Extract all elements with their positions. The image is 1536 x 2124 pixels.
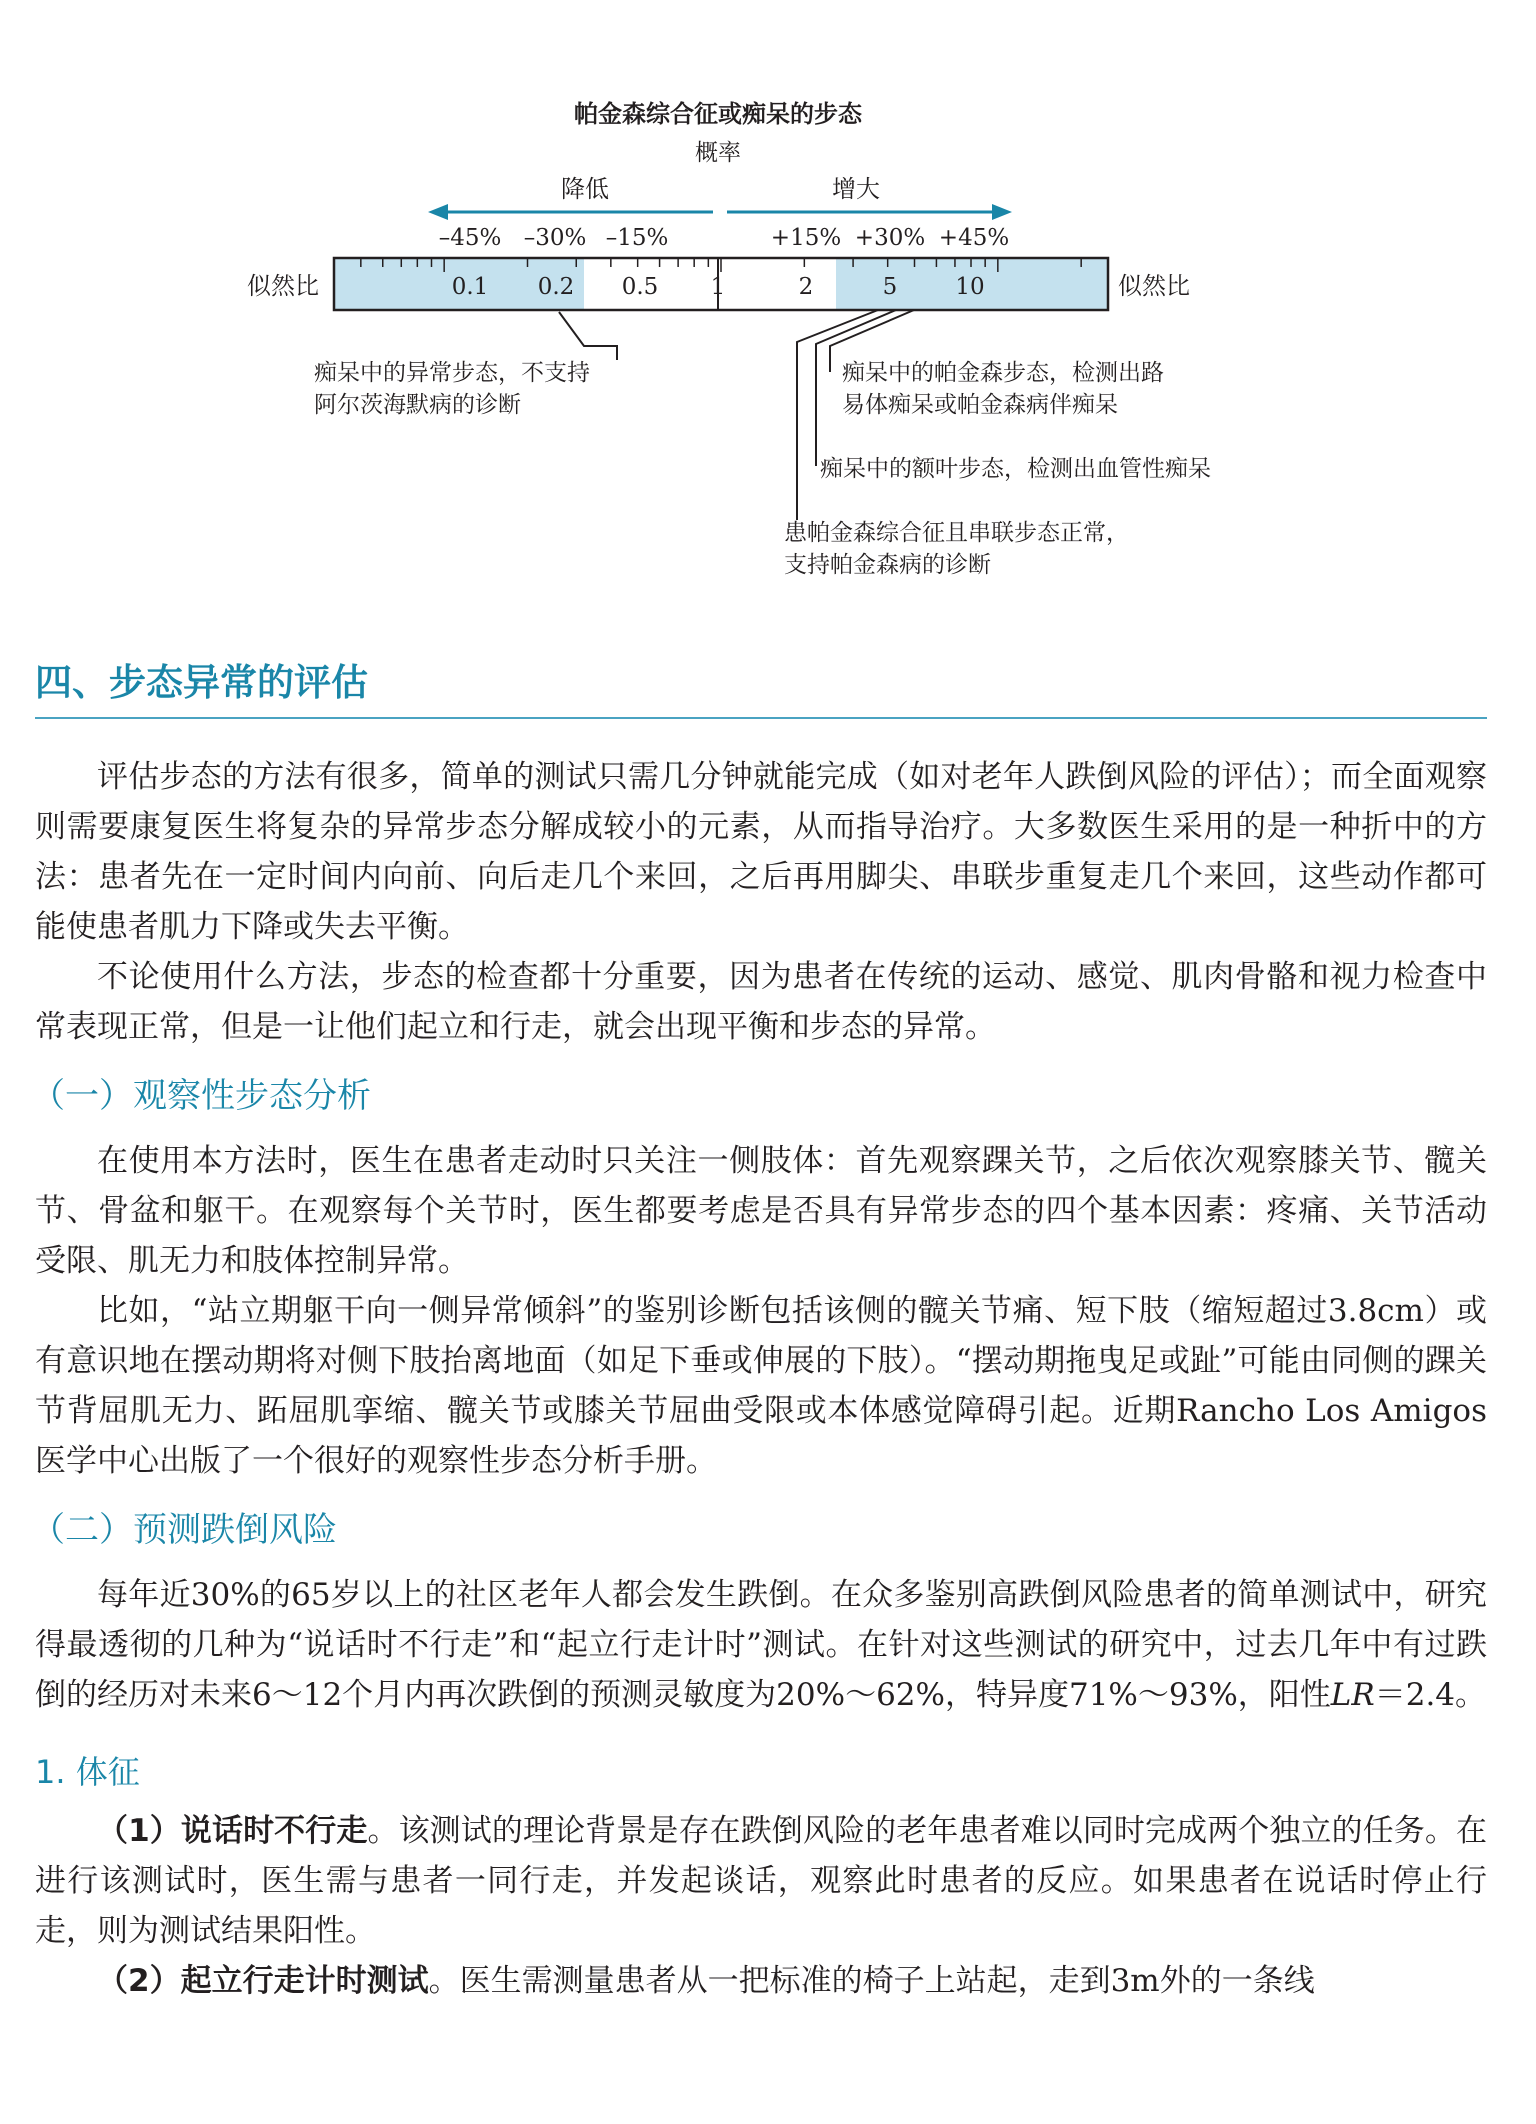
annotation-4-line2: 支持帕金森病的诊断	[784, 552, 991, 578]
lr-tick-label: 5	[882, 274, 898, 300]
item-1-text: 。该测试的理论背景是存在跌倒风险的老年患者难以同时完成两个独立的任务。在进行该测试时，医生需与患者一同行走，并发起谈话，观察此时患者的反应。如果患者在说话时停止行走，则为测试结果阳性。	[35, 1813, 1487, 1949]
increase-label: 增大	[832, 175, 880, 203]
sub2-text-b: ＝2.4。	[1374, 1677, 1487, 1713]
lr-tick-label: 0.5	[621, 274, 659, 300]
item-2-label: （2）起立行走计时测试	[97, 1963, 429, 1999]
lr-tick-label: 0.2	[537, 274, 575, 300]
pct-label: +45%	[938, 225, 1010, 251]
lr-tick-label: 1	[710, 274, 726, 300]
annotation-4-line1: 患帕金森综合征且串联步态正常，	[784, 520, 1129, 546]
annotation-1-line1: 痴呆中的异常步态，不支持	[314, 360, 590, 386]
figure-title: 帕金森综合征或痴呆的步态	[574, 100, 862, 128]
annotation-2-line2: 易体痴呆或帕金森病伴痴呆	[842, 392, 1118, 418]
intro-paragraph-1: 评估步态的方法有很多，简单的测试只需几分钟就能完成（如对老年人跌倒风险的评估）；而全面观察则需要康复医生将复杂的异常步态分解成较小的元素，从而指导治疗。大多数医生采用的是一种折中的方法：患者先在一定时间内向前、向后走几个来回，之后再用脚尖、串联步重复走几个来回，这些动作都可能使患者肌力下降或失去平衡。	[35, 759, 1487, 945]
figure-subtitle: 概率	[695, 140, 741, 166]
item-2-text: 。医生需测量患者从一把标准的椅子上站起，走到3m外的一条线	[428, 1963, 1315, 1999]
lr-label-left: 似然比	[247, 272, 319, 300]
item-2-paragraph	[35, 1956, 1487, 2006]
subsection-1-paragraph-1: 在使用本方法时，医生在患者走动时只关注一侧肢体：首先观察踝关节，之后依次观察膝关节、髋关节、骨盆和躯干。在观察每个关节时，医生都要考虑是否具有异常步态的四个基本因素：疼痛、关节活动受限、肌无力和肢体控制异常。	[35, 1143, 1487, 1279]
increase-arrow	[727, 204, 1012, 220]
annotation-2-line1: 痴呆中的帕金森步态，检测出路	[842, 360, 1164, 386]
annotation-1-line2: 阿尔茨海默病的诊断	[314, 392, 521, 418]
lr-tick-label: 0.1	[451, 274, 489, 300]
lr-label-right: 似然比	[1118, 272, 1190, 300]
decrease-arrow	[428, 204, 713, 220]
likelihood-ratio-figure	[0, 0, 1536, 610]
subsection-1-title: （一）观察性步态分析	[31, 1076, 371, 1116]
pct-label: –45%	[438, 225, 502, 251]
decrease-label: 降低	[561, 175, 609, 203]
pct-label: +30%	[854, 225, 926, 251]
subsection-1-paragraph-2: 比如，“站立期躯干向一侧异常倾斜”的鉴别诊断包括该侧的髋关节痛、短下肢（缩短超过3.8cm）或有意识地在摆动期将对侧下肢抬离地面（如足下垂或伸展的下肢）。“摆动期拖曳足或趾”可能由同侧的踝关节背屈肌无力、跖屈肌挛缩、髋关节或膝关节屈曲受限或本体感觉障碍引起。近期Rancho Los Amigos医学中心出版了一个很好的观察性步态分析手册。	[35, 1293, 1487, 1479]
pct-label: –15%	[605, 225, 669, 251]
annotation-3-line1: 痴呆中的额叶步态，检测出血管性痴呆	[820, 456, 1211, 482]
lr-tick-label: 2	[798, 274, 814, 300]
numbered-heading-1: 1. 体征	[35, 1753, 140, 1791]
subsection-2-title: （二）预测跌倒风险	[31, 1510, 337, 1550]
lr-abbrev: LR	[1330, 1677, 1375, 1713]
subsection-2-paragraph-1	[35, 1570, 1487, 1720]
section-title: 四、步态异常的评估	[35, 655, 1487, 719]
item-1-paragraph	[35, 1806, 1487, 1956]
item-1-label: （1）说话时不行走	[97, 1813, 368, 1849]
lr-tick-label: 10	[955, 274, 985, 300]
intro-paragraph-2: 不论使用什么方法，步态的检查都十分重要，因为患者在传统的运动、感觉、肌肉骨骼和视力检查中常表现正常，但是一让他们起立和行走，就会出现平衡和步态的异常。	[35, 959, 1487, 1045]
pct-label: +15%	[770, 225, 842, 251]
section-body	[31, 752, 1487, 2006]
pct-label: –30%	[523, 225, 587, 251]
sub2-text-a: 每年近30%的65岁以上的社区老年人都会发生跌倒。在众多鉴别高跌倒风险患者的简单测试中，研究得最透彻的几种为“说话时不行走”和“起立行走计时”测试。在针对这些测试的研究中，过去几年中有过跌倒的经历对未来6～12个月内再次跌倒的预测灵敏度为20%～62%，特异度71%～93%，阳性	[35, 1577, 1487, 1713]
